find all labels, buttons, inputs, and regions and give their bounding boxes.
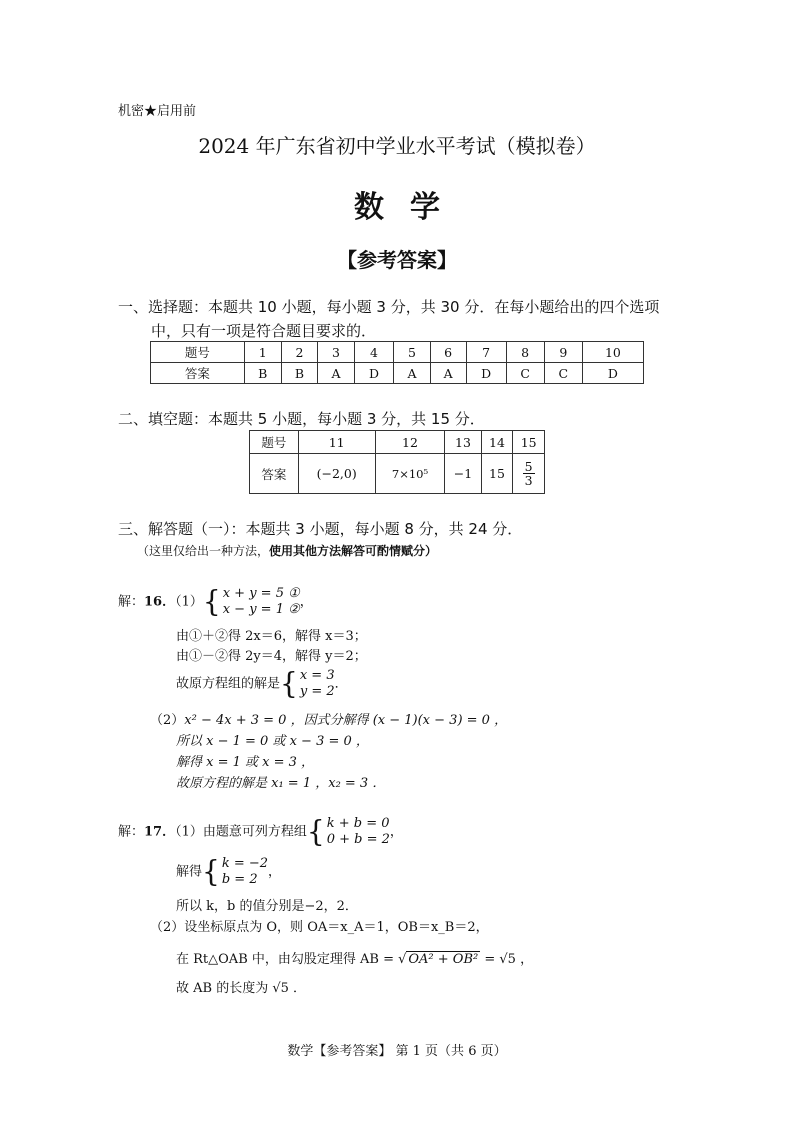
table-row-head: 答案 — [151, 363, 245, 384]
question-number-16: 16． — [144, 594, 176, 610]
exam-title: 2024 年广东省初中学业水平考试（模拟卷） — [198, 134, 596, 158]
answer-cell: D — [466, 363, 506, 384]
question-number: 2 — [281, 342, 318, 363]
equation-system — [327, 816, 390, 848]
part-text: （1）由题意可列方程组 — [175, 824, 307, 840]
solution-eq-1: x = 3 — [299, 668, 335, 683]
q16-line: 故原方程的解是 x₁ = 1 ，x₂ = 3 ． — [176, 776, 386, 791]
confidential-mark: 机密★启用前 — [118, 104, 197, 119]
question-number: 14 — [481, 431, 513, 454]
answer-cell: (−2,0) — [298, 454, 375, 494]
table-row-head: 题号 — [151, 342, 245, 363]
answer-cell: C — [506, 363, 544, 384]
question-number: 3 — [318, 342, 354, 363]
answer-cell: A — [394, 363, 430, 384]
answer-cell: A — [430, 363, 466, 384]
answer-cell — [513, 454, 545, 494]
answer-cell: B — [281, 363, 318, 384]
text: 在 Rt△OAB 中，由勾股定理得 AB = √ — [176, 952, 407, 967]
fill-answer-table — [249, 430, 545, 494]
q16-part1-header — [118, 586, 313, 618]
result-eq-1: k = −2 — [221, 856, 269, 871]
part-label: （2） — [150, 713, 185, 728]
left-brace-icon: { — [202, 584, 221, 619]
answer-cell: 7×10⁵ — [375, 454, 445, 494]
solution-eq-2: y = 2 — [299, 684, 335, 699]
question-number: 7 — [466, 342, 506, 363]
q16-line: 解得 x = 1 或 x = 3 ， — [176, 755, 315, 770]
q16-part2-line — [150, 709, 507, 728]
part-label: （1） — [175, 594, 203, 610]
question-number: 1 — [244, 342, 281, 363]
result-system — [222, 856, 268, 888]
solution-prefix: 解： — [118, 594, 145, 610]
note-bold-text: 使用其他方法解答可酌情赋分） — [269, 544, 438, 558]
equation-text: x² − 4x + 3 = 0 ，因式分解得 (x − 1)(x − 3) = 0 ， — [184, 713, 508, 728]
punctuation: ， — [299, 594, 313, 610]
section3-heading: 三、解答题（一）：本题共 3 小题，每小题 8 分，共 24 分． — [118, 520, 523, 538]
left-brace-icon: { — [280, 666, 298, 701]
section1-heading: 一、选择题：本题共 10 小题，每小题 3 分，共 30 分．在每小题给出的四个选项 — [118, 298, 660, 316]
question-number: 15 — [513, 431, 545, 454]
result-eq-2: b = 2 — [221, 872, 258, 887]
punctuation: ， — [389, 824, 403, 840]
table-row-head: 题号 — [250, 431, 299, 454]
q16-line: 由①＋②得 2x＝6，解得 x＝3； — [176, 629, 367, 644]
punctuation: ， — [268, 864, 282, 880]
question-number: 4 — [354, 342, 394, 363]
q17-pythagoras-line — [176, 948, 533, 967]
question-number: 11 — [298, 431, 375, 454]
q17-line: 故 AB 的长度为 √5 ． — [176, 981, 307, 996]
equation-1: k + b = 0 — [326, 816, 390, 831]
answer-cell: B — [244, 363, 281, 384]
q16-line: 所以 x − 1 = 0 或 x − 3 = 0 ， — [176, 734, 369, 749]
q16-line: 由①－②得 2y＝4，解得 y＝2； — [176, 649, 367, 664]
punctuation: ． — [334, 676, 348, 692]
question-number-17: 17． — [144, 824, 176, 840]
question-number: 6 — [430, 342, 466, 363]
equation-1: x + y = 5 ① — [222, 586, 300, 601]
left-brace-icon: { — [202, 854, 220, 889]
table-row-head: 答案 — [250, 454, 299, 494]
solution-system — [300, 668, 335, 700]
result-text: 解得 — [176, 864, 203, 880]
equation-system — [223, 586, 300, 618]
answer-cell: D — [354, 363, 394, 384]
answer-cell: A — [318, 363, 354, 384]
left-brace-icon: { — [306, 814, 325, 849]
page-footer: 数学【参考答案】 第 1 页（共 6 页） — [287, 1044, 507, 1059]
q17-part1-header — [118, 816, 403, 848]
q17-result-line — [176, 856, 281, 888]
answer-cell: C — [544, 363, 582, 384]
q17-part2-line: （2）设坐标原点为 O，则 OA＝x_A＝1，OB＝x_B＝2， — [150, 920, 489, 935]
fraction — [523, 460, 535, 487]
solution-prefix: 解： — [118, 824, 145, 840]
radicand: OA² + OB² — [408, 952, 479, 967]
answer-key-heading: 【参考答案】 — [337, 248, 457, 272]
answer-cell: −1 — [445, 454, 481, 494]
fraction-denominator: 3 — [524, 473, 533, 488]
question-number: 9 — [544, 342, 582, 363]
answer-cell: D — [582, 363, 643, 384]
fraction-numerator: 5 — [524, 458, 533, 474]
note-text: （这里仅给出一种方法， — [137, 544, 270, 558]
answer-cell: 15 — [481, 454, 513, 494]
equation-2: 0 + b = 2 — [326, 832, 390, 847]
question-number: 5 — [394, 342, 430, 363]
q16-solution-line — [176, 668, 348, 700]
section1-heading-cont: 中，只有一项是符合题目要求的． — [151, 322, 377, 340]
subject-title: 数学 — [354, 190, 466, 225]
grading-note — [137, 542, 437, 559]
equation-2: x − y = 1 ② — [222, 602, 300, 617]
solution-text: 故原方程组的解是 — [176, 676, 281, 692]
question-number: 10 — [582, 342, 643, 363]
question-number: 13 — [445, 431, 481, 454]
question-number: 8 — [506, 342, 544, 363]
q17-line: 所以 k，b 的值分别是−2，2． — [176, 899, 358, 914]
section2-heading: 二、填空题：本题共 5 小题，每小题 3 分，共 15 分． — [118, 410, 485, 428]
choice-answer-table — [150, 341, 644, 384]
question-number: 12 — [375, 431, 445, 454]
text: = √5 ， — [480, 952, 534, 967]
